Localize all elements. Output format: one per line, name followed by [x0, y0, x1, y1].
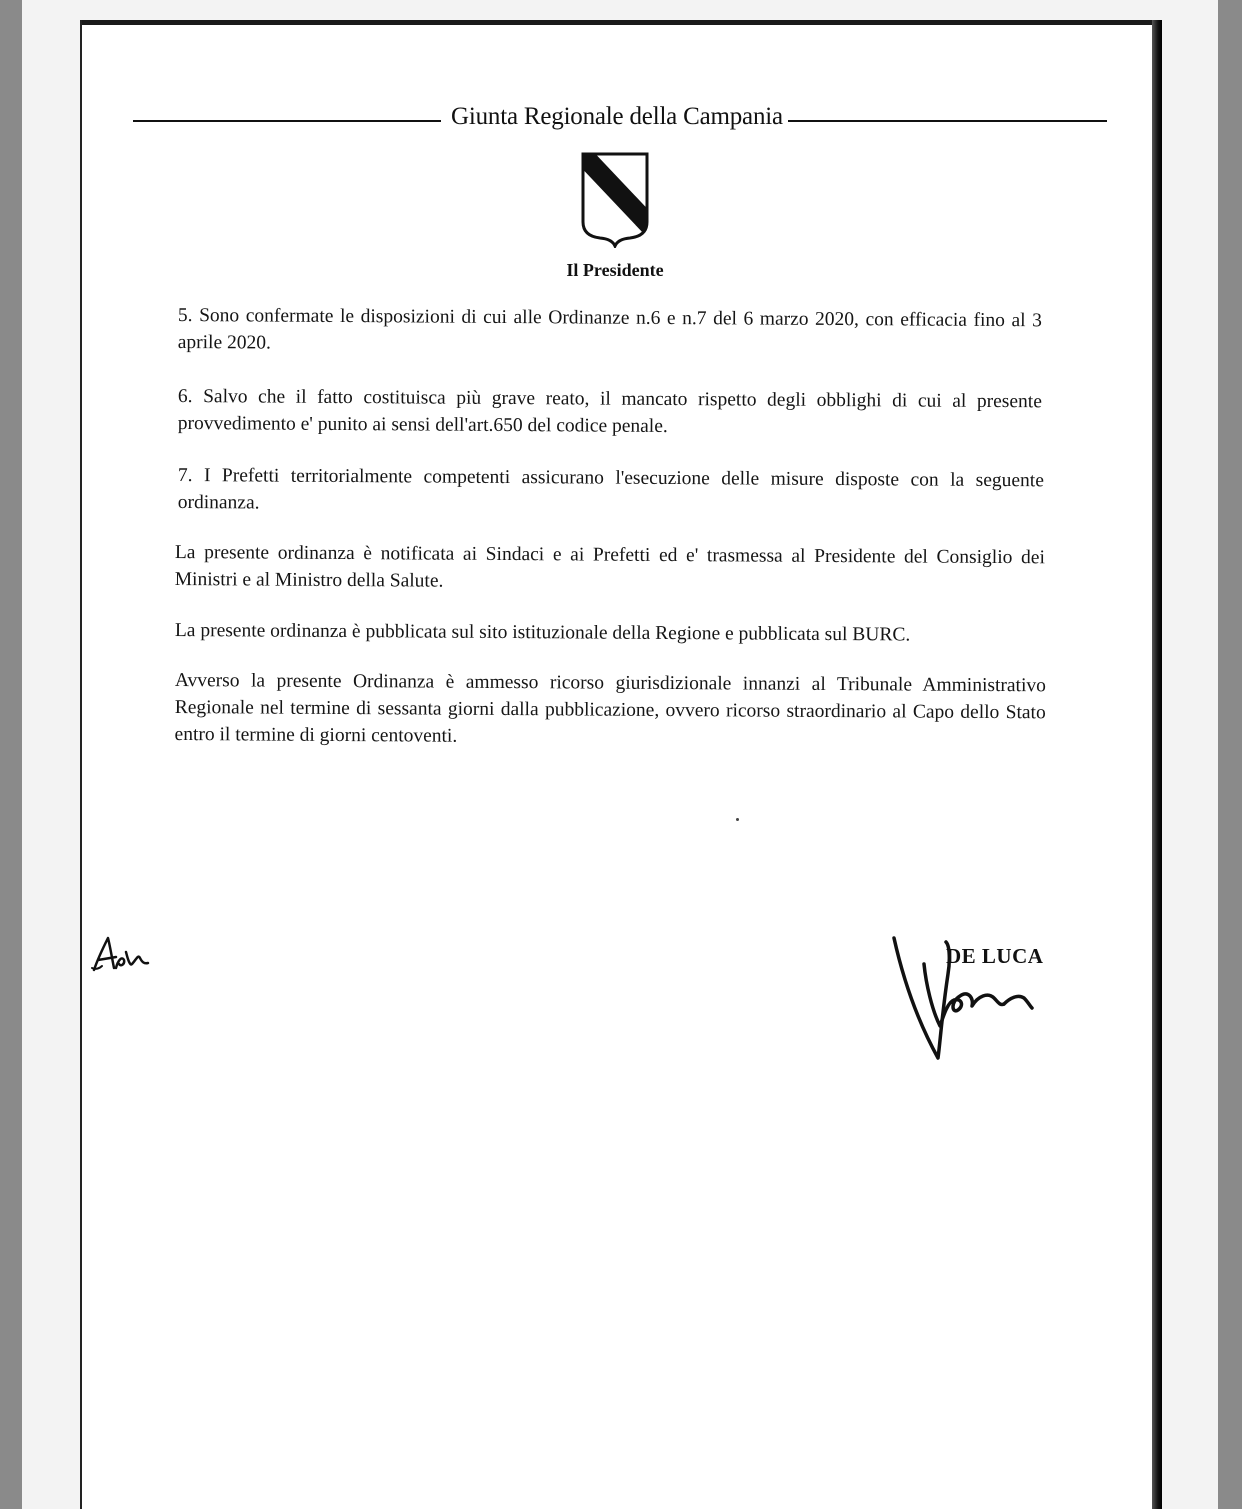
handwritten-signature [888, 934, 1038, 1064]
paragraph-item-6: 6. Salvo che il fatto costituisca più grave reato, il mancato rispetto degli obblighi di cui al presente provvedimento e' punito ai sensi dell'art.650 del codice penale. [177, 385, 1042, 437]
paragraph-notification: La presente ordinanza è notificata ai Sindaci e ai Prefetti ed e' trasmessa al Presidente del Consiglio dei Ministri e al Ministro della Salute. [174, 541, 1045, 592]
letterhead-rule-right [788, 120, 1107, 122]
campania-crest-icon [578, 150, 652, 248]
letterhead-title: Giunta Regionale della Campania [451, 103, 783, 130]
letterhead [133, 102, 1107, 136]
paragraph-appeal: Avverso la presente Ordinanza è ammesso ricorso giurisdizionale innanzi al Tribunale Amministrativo Regionale nel termine di sessanta giorni dalla pubblicazione, ovvero ricorso straordinario al Capo dello Stato entro il termine di giorni centoventi. [174, 669, 1046, 747]
signer-name: DE LUCA [946, 944, 1044, 968]
scan-speck [736, 818, 739, 821]
page-right-edge-shadow [1152, 20, 1162, 1509]
handwritten-initials [88, 930, 152, 978]
paragraph-item-5: 5. Sono confermate le disposizioni di cui alle Ordinanze n.6 e n.7 del 6 marzo 2020, con efficacia fino al 3 aprile 2020. [177, 304, 1042, 354]
page-left-edge [80, 20, 82, 1509]
paragraph-item-7: 7. I Prefetti territorialmente competenti assicurano l'esecuzione delle misure disposte con la seguente ordinanza. [177, 464, 1044, 514]
letterhead-rule-left [133, 120, 441, 122]
paragraph-publication: La presente ordinanza è pubblicata sul sito istituzionale della Regione e pubblicata sul BURC. [174, 619, 911, 646]
president-title: Il Presidente [566, 260, 664, 280]
